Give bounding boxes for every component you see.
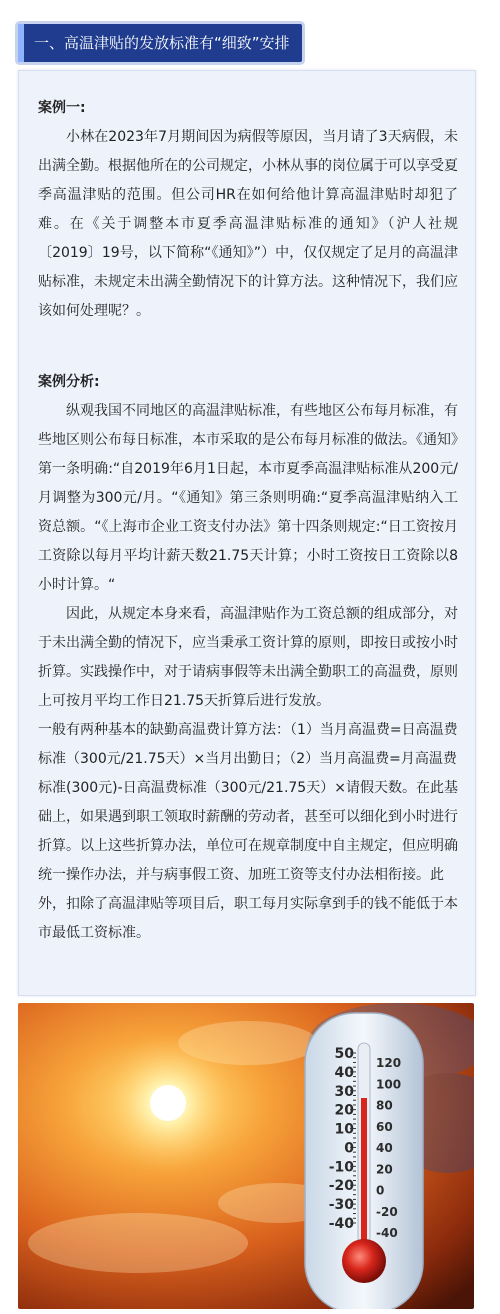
analysis-block [38,368,458,948]
thermometer-left-label: 10 [334,1121,354,1138]
thermometer-left-label: 0 [344,1140,354,1157]
thermometer-left-label: -20 [328,1178,354,1195]
sun-thermometer-illustration [18,1003,474,1309]
thermometer-right-label: 20 [376,1162,393,1177]
case1-block [38,94,458,326]
section-heading-banner [18,24,302,62]
thermometer-right-label: -40 [376,1226,398,1240]
thermometer-left-label: 20 [334,1102,354,1119]
heat-thermometer-image [18,1003,474,1309]
thermometer-right-label: -20 [376,1204,398,1219]
heading-accent-bar [18,24,24,62]
thermometer-right-label: 40 [376,1141,393,1155]
thermometer-left-label: 50 [334,1046,354,1062]
section-heading: 一、高温津贴的发放标准有“细致”安排 [34,34,290,52]
thermometer-left-label: -30 [328,1197,354,1214]
analysis-para-1: 纵观我国不同地区的高温津贴标准，有些地区公布每月标准，有些地区则公布每日标准，本市采取的是公布每月标准的做法。《通知》第一条明确:“自2019年6月1日起，本市夏季高温津贴标准从200元/月调整为300元/月。“《通知》第三条则明确:“夏季高温津贴纳入工资总额。“《上海市企业工资支付办法》第十四条则规定:“日工资按月工资除以每月平均计薪天数21.75天计算；小时工资按日工资除以8小时计算。“ [38,403,458,593]
thermometer-left-label: -40 [328,1216,354,1232]
thermometer-left-label: 40 [334,1064,354,1081]
analysis-title: 案例分析: [38,374,100,390]
thermometer-left-label: 30 [334,1083,354,1100]
thermometer-right-label: 60 [376,1119,393,1134]
thermometer-right-label: 100 [376,1077,402,1092]
thermometer-right-label: 80 [376,1098,393,1113]
analysis-para-2: 因此，从规定本身来看，高温津贴作为工资总额的组成部分，对于未出满全勤的情况下，应当秉承工资计算的原则，即按日或按小时折算。实践操作中，对于请病事假等未出满全勤职工的高温费，原则上可按月平均工作日21.75天折算后进行发放。 [38,606,458,709]
thermometer-icon [305,1013,423,1309]
thermometer-right-label: 120 [376,1056,402,1070]
thermometer-left-label: -10 [328,1159,354,1176]
thermometer-right-label: 0 [376,1183,385,1198]
case1-title: 案例一: [38,100,86,116]
analysis-para-3: 一般有两种基本的缺勤高温费计算方法：（1）当月高温费=日高温费标准（300元/21.75天）×当月出勤日；（2）当月高温费=月高温费标准(300元)-日高温费标准（300元/21.75天）×请假天数。在此基础上，如果遇到职工领取时薪酬的劳动者，甚至可以细化到小时进行折算。以上这些折算办法，单位可在规章制度中自主规定，但应明确统一操作办法，并与病事假工资、加班工资等支付办法相衔接。此外，扣除了高温津贴等项目后，职工每月实际拿到手的钱不能低于本市最低工资标准。 [38,722,458,941]
case1-body: 小林在2023年7月期间因为病假等原因，当月请了3天病假，未出满全勤。根据他所在的公司规定，小林从事的岗位属于可以享受夏季高温津贴的范围。但公司HR在如何给他计算高温津贴时却犯了难。在《关于调整本市夏季高温津贴标准的通知》（沪人社规〔2019〕19号，以下简称“《通知》”）中，仅仅规定了足月的高温津贴标准，未规定未出满全勤情况下的计算方法。这种情况下，我们应该如何处理呢？。 [38,129,458,319]
